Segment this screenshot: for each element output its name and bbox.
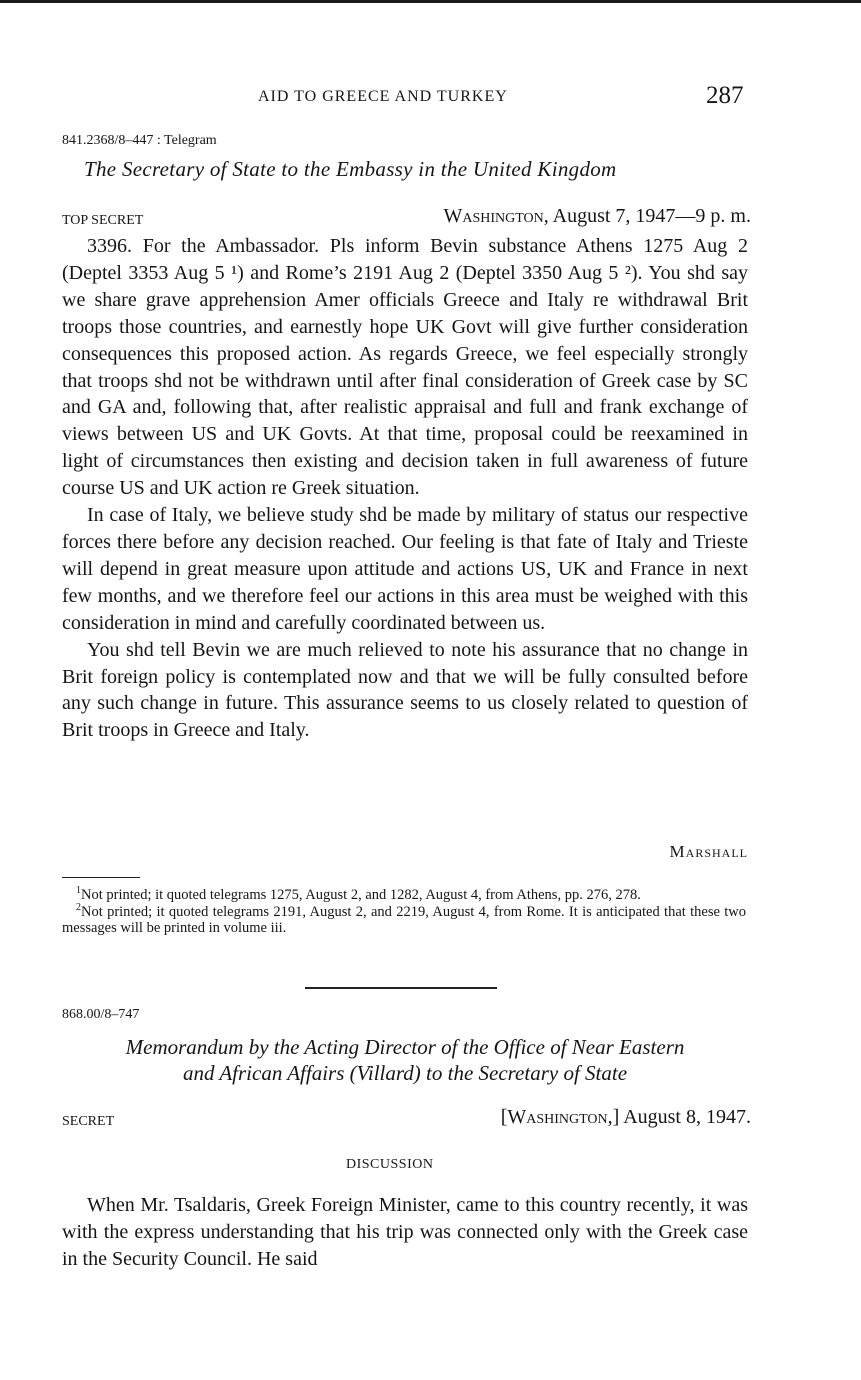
footnote-text: Not printed; it quoted telegrams 2191, August 2, and 2219, August 4, from Rome. It is anticipated that these two messages will be printed in volume iii. (62, 903, 746, 936)
body-paragraph: When Mr. Tsaldaris, Greek Foreign Minister, came to this country recently, it was with the express understanding that his trip was connected only with the Greek case in the Security Council. He said (62, 1194, 748, 1270)
page-number: 287 (706, 82, 744, 109)
dateline-date: August 8, 1947. (619, 1106, 751, 1128)
telegram-body (62, 233, 748, 744)
classification-label: TOP SECRET (62, 213, 144, 228)
footnote (62, 887, 746, 904)
footnotes (62, 887, 746, 937)
section-separator (305, 987, 497, 989)
body-paragraph: You shd tell Bevin we are much relieved to note his assurance that no change in Brit foreign policy is contemplated now and that we will be fully consulted before any such change in future. This assurance seems to us closely related to question of Brit troops in Greece and Italy. (62, 638, 748, 742)
footnote (62, 901, 746, 937)
dateline-date: , August 7, 1947—9 p. m. (543, 205, 751, 227)
body-paragraph: 3396. For the Ambassador. Pls inform Bevin substance Athens 1275 Aug 2 (Deptel 3353 Aug 5 ¹) and Rome’s 2191 Aug 2 (Deptel 3350 Aug 5 ²). You shd say we share grave apprehension Amer officials Greece and Italy re withdrawal Brit troops those countries, and earnestly hope UK Govt will give further consideration consequences this proposed action. As regards Greece, we feel especially strongly that troops shd not be withdrawn until after final consideration of Greek case by SC and GA and, following that, after realistic appraisal and full and frank exchange of views between US and UK Govts. At that time, proposal could be reexamined in light of circumstances then existing and decision taken in full awareness of future course US and UK action re Greek situation. (62, 235, 748, 500)
memo-body (62, 1192, 748, 1273)
document-title: The Secretary of State to the Embassy in the United Kingdom (84, 157, 617, 181)
footnote-text: Not printed; it quoted telegrams 1275, August 2, and 1282, August 4, from Athens, pp. 276, 278. (81, 887, 641, 903)
section-heading: DISCUSSION (346, 1157, 434, 1172)
dateline-place: [Washington,] (500, 1106, 620, 1128)
footnote-mark: 2 (76, 901, 81, 913)
file-number: 841.2368/8–447 : Telegram (62, 133, 217, 148)
footnote-rule (62, 877, 140, 878)
dateline-place: Washington (443, 205, 544, 227)
dateline (501, 1106, 751, 1129)
dateline (443, 205, 751, 228)
running-head: AID TO GREECE AND TURKEY (258, 88, 508, 105)
top-edge-rule (0, 0, 861, 3)
memo-title-line: Memorandum by the Acting Director of the Office of Near Eastern (125, 1035, 685, 1059)
classification-label: SECRET (62, 1114, 115, 1129)
footnote-mark: 1 (76, 885, 81, 897)
memo-title (62, 1034, 748, 1086)
memo-title-line: and African Affairs (Villard) to the Secretary of State (182, 1061, 628, 1085)
signature: Marshall (669, 842, 748, 861)
file-number: 868.00/8–747 (62, 1007, 140, 1022)
body-paragraph: In case of Italy, we believe study shd be made by military of status our respective forces there before any decision reached. Our feeling is that fate of Italy and Trieste will depend in great measure upon attitude and actions US, UK and France in next few months, and we therefore feel our actions in this area must be weighed with this consideration in mind and carefully coordinated between us. (62, 504, 748, 634)
